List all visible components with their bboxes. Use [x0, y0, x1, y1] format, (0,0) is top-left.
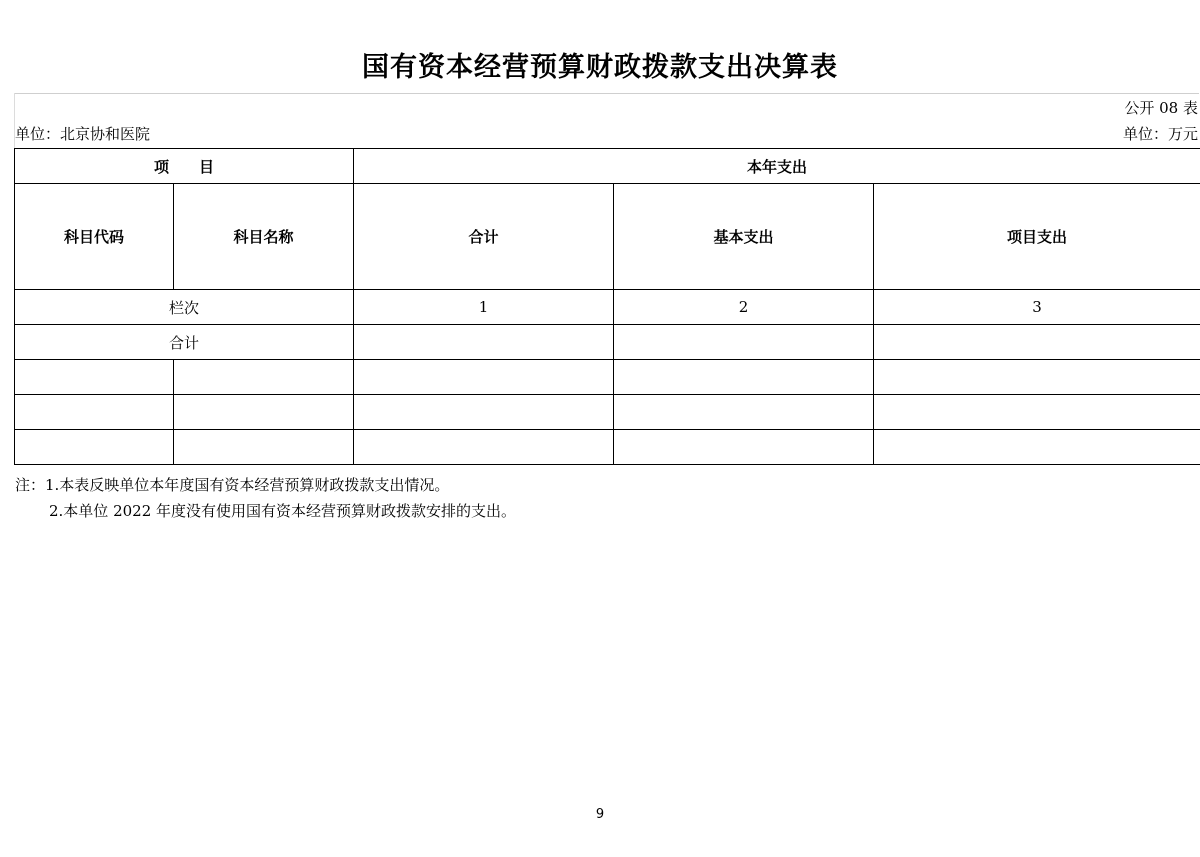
cell-code — [15, 430, 174, 465]
page-number: 9 — [595, 807, 605, 822]
cell-total — [354, 395, 614, 430]
organization-unit: 单位：北京协和医院 — [15, 125, 151, 143]
cell-name — [174, 430, 354, 465]
row-index-label: 栏次 — [15, 290, 354, 325]
basic-value — [614, 325, 874, 360]
currency-unit: 单位：万元 — [1122, 125, 1198, 143]
page-title: 国有资本经营预算财政拨款支出决算表 — [362, 52, 838, 83]
project-value — [874, 325, 1200, 360]
total-value — [354, 325, 614, 360]
row-total-label: 合计 — [15, 325, 354, 360]
form-number: 公开 08 表 — [1124, 99, 1198, 117]
index-1: 1 — [354, 290, 614, 325]
expenditure-table — [14, 148, 1200, 465]
header-project-expenditure: 项目支出 — [874, 184, 1200, 290]
cell-total — [354, 430, 614, 465]
cell-basic — [614, 430, 874, 465]
table-row — [15, 395, 1200, 430]
index-2: 2 — [614, 290, 874, 325]
header-basic-expenditure: 基本支出 — [614, 184, 874, 290]
cell-code — [15, 395, 174, 430]
cell-basic — [614, 360, 874, 395]
cell-name — [174, 395, 354, 430]
cell-name — [174, 360, 354, 395]
cell-total — [354, 360, 614, 395]
header-total: 合计 — [354, 184, 614, 290]
cell-project — [874, 395, 1200, 430]
cell-project — [874, 360, 1200, 395]
header-subject-name: 科目名称 — [174, 184, 354, 290]
cell-code — [15, 360, 174, 395]
table-header-row-2 — [15, 184, 1200, 290]
table-row-total — [15, 325, 1200, 360]
table-row — [15, 430, 1200, 465]
header-item: 项 目 — [15, 149, 354, 184]
header-rule — [14, 93, 1199, 94]
note-2: 2.本单位 2022 年度没有使用国有资本经营预算财政拨款安排的支出。 — [49, 502, 517, 520]
table-header-row-1 — [15, 149, 1200, 184]
header-subject-code: 科目代码 — [15, 184, 174, 290]
cell-basic — [614, 395, 874, 430]
notes — [15, 472, 516, 524]
table-row — [15, 360, 1200, 395]
header-current-year: 本年支出 — [354, 149, 1200, 184]
index-3: 3 — [874, 290, 1200, 325]
cell-project — [874, 430, 1200, 465]
table-row-index — [15, 290, 1200, 325]
note-1: 注：1.本表反映单位本年度国有资本经营预算财政拨款支出情况。 — [15, 476, 450, 494]
